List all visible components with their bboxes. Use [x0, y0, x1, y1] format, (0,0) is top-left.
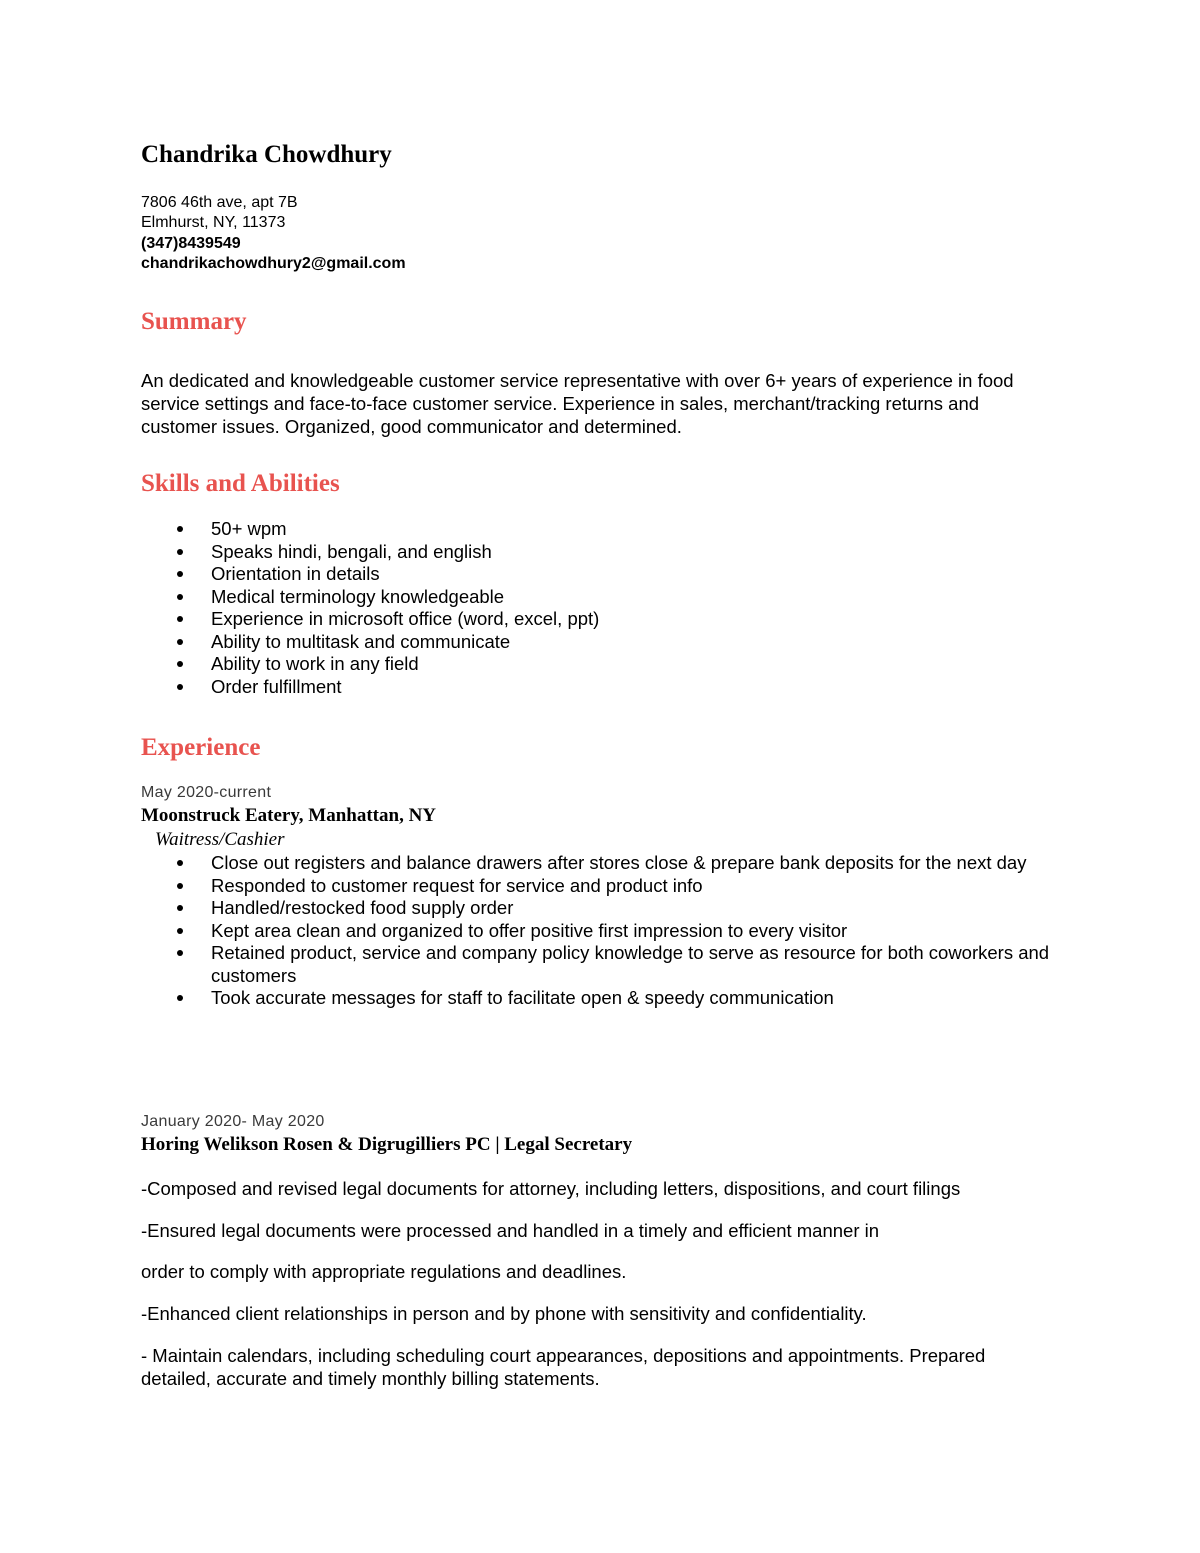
list-item: Speaks hindi, bengali, and english — [141, 541, 599, 564]
list-item: Responded to customer request for service and product info — [141, 875, 1051, 898]
resume-name: Chandrika Chowdhury — [141, 141, 392, 168]
list-item: Kept area clean and organized to offer positive first impression to every visitor — [141, 920, 891, 943]
address-line-1: 7806 46th ave, apt 7B — [141, 194, 298, 211]
list-item: Ability to multitask and communicate — [141, 631, 599, 654]
list-item: Ability to work in any field — [141, 653, 599, 676]
list-item: 50+ wpm — [141, 518, 599, 541]
job-2-paragraph: - Maintain calendars, including scheduling court appearances, depositions and appointments. Prepared detailed, accurate and timely monthly billing statements. — [141, 1345, 986, 1389]
job-2-dates: January 2020- May 2020 — [141, 1113, 325, 1130]
bullet-icon — [177, 928, 183, 934]
bullet-icon — [177, 684, 183, 690]
bullet-icon — [177, 905, 183, 911]
list-item: Orientation in details — [141, 563, 599, 586]
job-2-paragraph: -Enhanced client relationships in person and by phone with sensitivity and confidentiality. — [141, 1303, 867, 1324]
list-item: Handled/restocked food supply order — [141, 897, 1051, 920]
bullet-icon — [177, 639, 183, 645]
list-item: Order fulfillment — [141, 676, 599, 699]
job-1-company: Moonstruck Eatery, Manhattan, NY — [141, 805, 437, 826]
job-2-paragraph: -Composed and revised legal documents for attorney, including letters, dispositions, and court filings — [141, 1178, 961, 1199]
bullet-icon — [177, 860, 183, 866]
list-item: Took accurate messages for staff to facilitate open & speedy communication — [141, 987, 1051, 1010]
bullet-icon — [177, 995, 183, 1001]
skills-heading: Skills and Abilities — [141, 470, 340, 497]
job-1-duties-list — [141, 852, 1051, 1010]
bullet-icon — [177, 526, 183, 532]
job-2-paragraph: order to comply with appropriate regulations and deadlines. — [141, 1261, 627, 1282]
job-1-dates: May 2020-current — [141, 784, 272, 801]
list-item: Experience in microsoft office (word, excel, ppt) — [141, 608, 599, 631]
summary-heading: Summary — [141, 308, 247, 335]
bullet-icon — [177, 661, 183, 667]
bullet-icon — [177, 883, 183, 889]
list-item: Retained product, service and company policy knowledge to serve as resource for both coworkers and customers — [141, 942, 1051, 987]
address-line-2: Elmhurst, NY, 11373 — [141, 214, 286, 231]
job-2-paragraph: -Ensured legal documents were processed and handled in a timely and efficient manner in — [141, 1220, 880, 1241]
experience-heading: Experience — [141, 734, 261, 761]
bullet-icon — [177, 950, 183, 956]
job-2-title-line: Horing Welikson Rosen & Digrugilliers PC | Legal Secretary — [141, 1134, 633, 1155]
bullet-icon — [177, 616, 183, 622]
list-item: Close out registers and balance drawers after stores close & prepare bank deposits for the next day — [141, 852, 1051, 875]
phone-number: (347)8439549 — [141, 235, 241, 252]
list-item: Medical terminology knowledgeable — [141, 586, 599, 609]
email-address: chandrikachowdhury2@gmail.com — [141, 255, 406, 272]
bullet-icon — [177, 571, 183, 577]
bullet-icon — [177, 594, 183, 600]
bullet-icon — [177, 549, 183, 555]
summary-text: An dedicated and knowledgeable customer service representative with over 6+ years of experience in food service settings and face-to-face customer service. Experience in sales, merchant/tracking returns and customer issues. Organized, good communicator and determined. — [141, 370, 1014, 437]
skills-list — [141, 518, 599, 698]
job-1-role: Waitress/Cashier — [155, 829, 285, 850]
